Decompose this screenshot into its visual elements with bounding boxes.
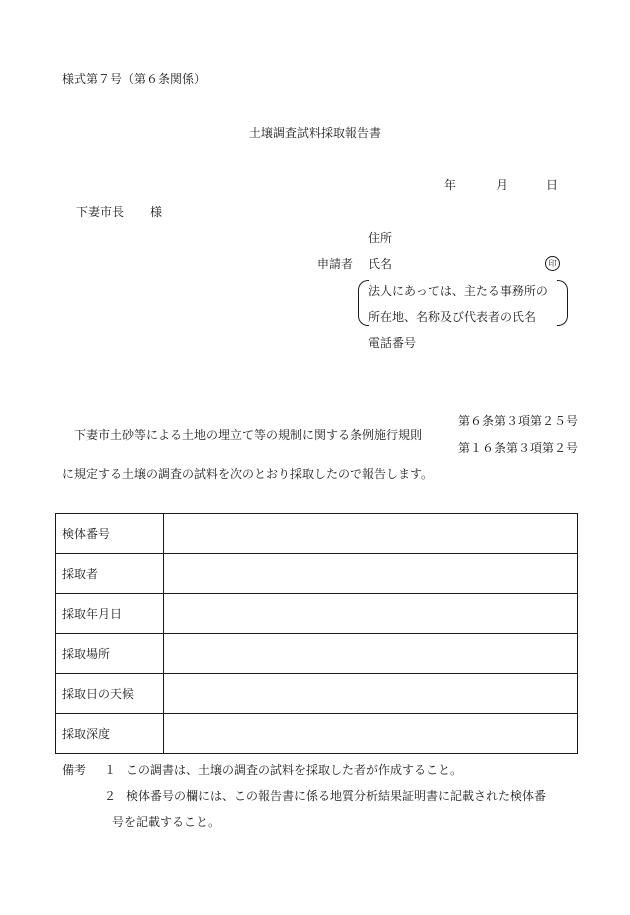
addressee-name: 下妻市長 [76,205,125,219]
report-statement: に規定する土壌の調査の試料を次のとおり採取したので報告します。 [62,467,434,481]
date-day-label: 日 [546,178,559,192]
corporate-note-line-2: 所在地、名称及び代表者の氏名 [368,310,537,324]
note-text: 検体番号の欄には、この報告書に係る地質分析結果証明書に記載された検体番 [126,789,547,803]
row-value-input[interactable] [164,594,578,634]
table-row [56,634,578,674]
applicant-label: 申請者 [317,257,354,271]
corporate-note-line-1: 法人にあっては、主たる事務所の [368,284,548,298]
regulation-name: 下妻市土砂等による土地の埋立て等の規制に関する条例施行規則 [74,428,423,442]
date-month-label: 月 [496,178,509,192]
row-label: 検体番号 [56,514,164,554]
row-label: 採取者 [56,554,164,594]
row-label: 採取年月日 [56,594,164,634]
table-row [56,594,578,634]
table-row [56,514,578,554]
table-row [56,554,578,594]
row-label: 採取日の天候 [56,674,164,714]
address-label: 住所 [368,231,393,245]
table-row [56,674,578,714]
phone-label: 電話番号 [368,336,417,350]
addressee-honorific: 様 [150,205,163,219]
sample-info-table [55,513,578,754]
row-value-input[interactable] [164,554,578,594]
row-value-input[interactable] [164,674,578,714]
note-number: １ [104,763,117,777]
table-row [56,714,578,754]
row-value-input[interactable] [164,514,578,554]
form-number: 様式第７号（第６条関係） [62,72,207,86]
row-label: 採取深度 [56,714,164,754]
article-reference-1: 第６条第３項第２５号 [458,414,579,428]
note-number: ２ [104,789,117,803]
note-text: この調書は、土壌の調査の試料を採取した者が作成すること。 [126,763,463,777]
document-title: 土壌調査試料採取報告書 [248,126,381,140]
date-year-label: 年 [444,178,457,192]
notes-heading: 備考 [62,763,87,777]
right-bracket-icon [557,280,568,326]
row-value-input[interactable] [164,634,578,674]
note-text-continuation: 号を記載すること。 [112,815,221,829]
article-reference-2: 第１６条第３項第２号 [458,441,579,455]
name-label: 氏名 [368,257,393,271]
row-label: 採取場所 [56,634,164,674]
seal-icon: 印 [545,256,560,271]
row-value-input[interactable] [164,714,578,754]
